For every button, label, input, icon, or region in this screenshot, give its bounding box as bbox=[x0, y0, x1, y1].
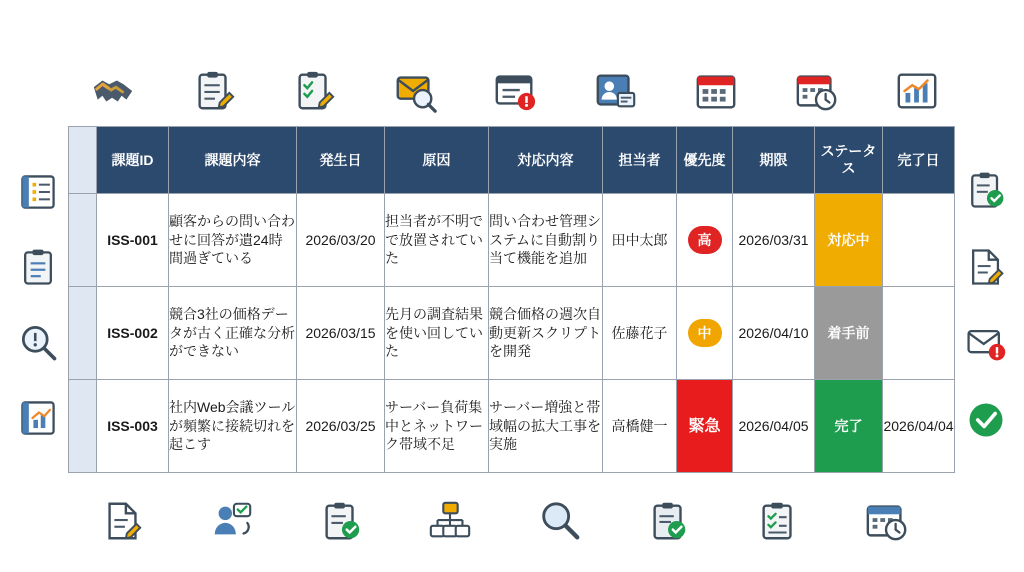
cell-due-date: 2026/03/31 bbox=[733, 194, 815, 287]
cell-due-date: 2026/04/05 bbox=[733, 380, 815, 473]
cell-cause: 担当者が不明でで放置されていた bbox=[385, 194, 489, 287]
table-corner bbox=[69, 127, 97, 194]
calendar-clock-icon bbox=[794, 68, 840, 114]
envelope-alert-icon bbox=[964, 321, 1010, 367]
cell-occurred-date: 2026/03/15 bbox=[297, 287, 385, 380]
status-badge: 対応中 bbox=[815, 194, 883, 287]
user-card-icon bbox=[593, 68, 639, 114]
header-issue-detail: 課題内容 bbox=[169, 127, 297, 194]
person-feedback-icon bbox=[209, 498, 255, 544]
calendar-clock-icon bbox=[864, 498, 910, 544]
cell-completed-date: 2026/04/04 bbox=[883, 380, 955, 473]
cell-occurred-date: 2026/03/25 bbox=[297, 380, 385, 473]
cell-priority bbox=[677, 287, 733, 380]
row-index bbox=[69, 194, 97, 287]
cell-priority bbox=[677, 380, 733, 473]
header-priority: 優先度 bbox=[677, 127, 733, 194]
issue-table bbox=[68, 126, 955, 473]
cell-owner: 田中太郎 bbox=[603, 194, 677, 287]
chart-document-icon bbox=[16, 396, 62, 442]
cell-issue-detail: 顧客からの問い合わせに回答が遺24時間過ぎている bbox=[169, 194, 297, 287]
cell-issue-id: ISS-001 bbox=[97, 194, 169, 287]
right-icon-column bbox=[962, 168, 1012, 444]
header-owner: 担当者 bbox=[603, 127, 677, 194]
left-icon-column bbox=[14, 170, 64, 442]
checklist-icon bbox=[755, 498, 801, 544]
cell-issue-detail: 競合3社の価格データが古く正確な分析ができない bbox=[169, 287, 297, 380]
cell-owner: 高橋健一 bbox=[603, 380, 677, 473]
priority-badge: 高 bbox=[688, 226, 722, 254]
check-circle-icon bbox=[964, 398, 1010, 444]
cell-due-date: 2026/04/10 bbox=[733, 287, 815, 380]
status-badge: 完了 bbox=[815, 380, 883, 473]
header-issue-id: 課題ID bbox=[97, 127, 169, 194]
bar-chart-up-icon bbox=[894, 68, 940, 114]
cell-completed-date bbox=[883, 194, 955, 287]
list-document-icon bbox=[16, 170, 62, 216]
table-header-row bbox=[69, 127, 955, 194]
row-index bbox=[69, 287, 97, 380]
calendar-icon bbox=[693, 68, 739, 114]
cell-cause: サーバー負荷集中とネットワーク帯域不足 bbox=[385, 380, 489, 473]
priority-badge: 中 bbox=[688, 319, 722, 347]
top-icon-row bbox=[90, 62, 940, 120]
header-occurred-date: 発生日 bbox=[297, 127, 385, 194]
header-completed-date: 完了日 bbox=[883, 127, 955, 194]
clipboard-pencil-icon bbox=[191, 68, 237, 114]
document-pencil-icon bbox=[100, 498, 146, 544]
issue-table-container bbox=[68, 126, 954, 470]
table-row[interactable] bbox=[69, 380, 955, 473]
header-action: 対応内容 bbox=[489, 127, 603, 194]
header-status: ステータス bbox=[815, 127, 883, 194]
clipboard-icon bbox=[16, 245, 62, 291]
table-row[interactable] bbox=[69, 194, 955, 287]
envelope-search-icon bbox=[392, 68, 438, 114]
cell-action: 問い合わせ管理システムに自動割り当て機能を追加 bbox=[489, 194, 603, 287]
magnifier-icon bbox=[537, 498, 583, 544]
cell-issue-id: ISS-002 bbox=[97, 287, 169, 380]
cell-issue-id: ISS-003 bbox=[97, 380, 169, 473]
cell-priority bbox=[677, 194, 733, 287]
magnifier-alert-icon bbox=[16, 321, 62, 367]
cell-cause: 先月の調査結果を使い回していた bbox=[385, 287, 489, 380]
handshake-icon bbox=[90, 68, 136, 114]
cell-completed-date bbox=[883, 287, 955, 380]
cell-owner: 佐藤花子 bbox=[603, 287, 677, 380]
clipboard-check-pencil-icon bbox=[291, 68, 337, 114]
clipboard-check-icon bbox=[964, 168, 1010, 214]
folder-hierarchy-icon bbox=[427, 498, 473, 544]
cell-issue-detail: 社内Web会議ツールが頻繁に接続切れを起こす bbox=[169, 380, 297, 473]
clipboard-check-icon bbox=[318, 498, 364, 544]
cell-action: 競合価格の週次自動更新スクリプトを開発 bbox=[489, 287, 603, 380]
cell-occurred-date: 2026/03/20 bbox=[297, 194, 385, 287]
row-index bbox=[69, 380, 97, 473]
browser-alert-icon bbox=[492, 68, 538, 114]
cell-action: サーバー増強と帯域幅の拡大工事を実施 bbox=[489, 380, 603, 473]
header-cause: 原因 bbox=[385, 127, 489, 194]
bottom-icon-row bbox=[100, 492, 910, 550]
clipboard-check-green-icon bbox=[646, 498, 692, 544]
status-badge: 着手前 bbox=[815, 287, 883, 380]
document-pencil-icon bbox=[964, 245, 1010, 291]
table-row[interactable] bbox=[69, 287, 955, 380]
header-due-date: 期限 bbox=[733, 127, 815, 194]
priority-badge: 緊急 bbox=[688, 417, 721, 435]
